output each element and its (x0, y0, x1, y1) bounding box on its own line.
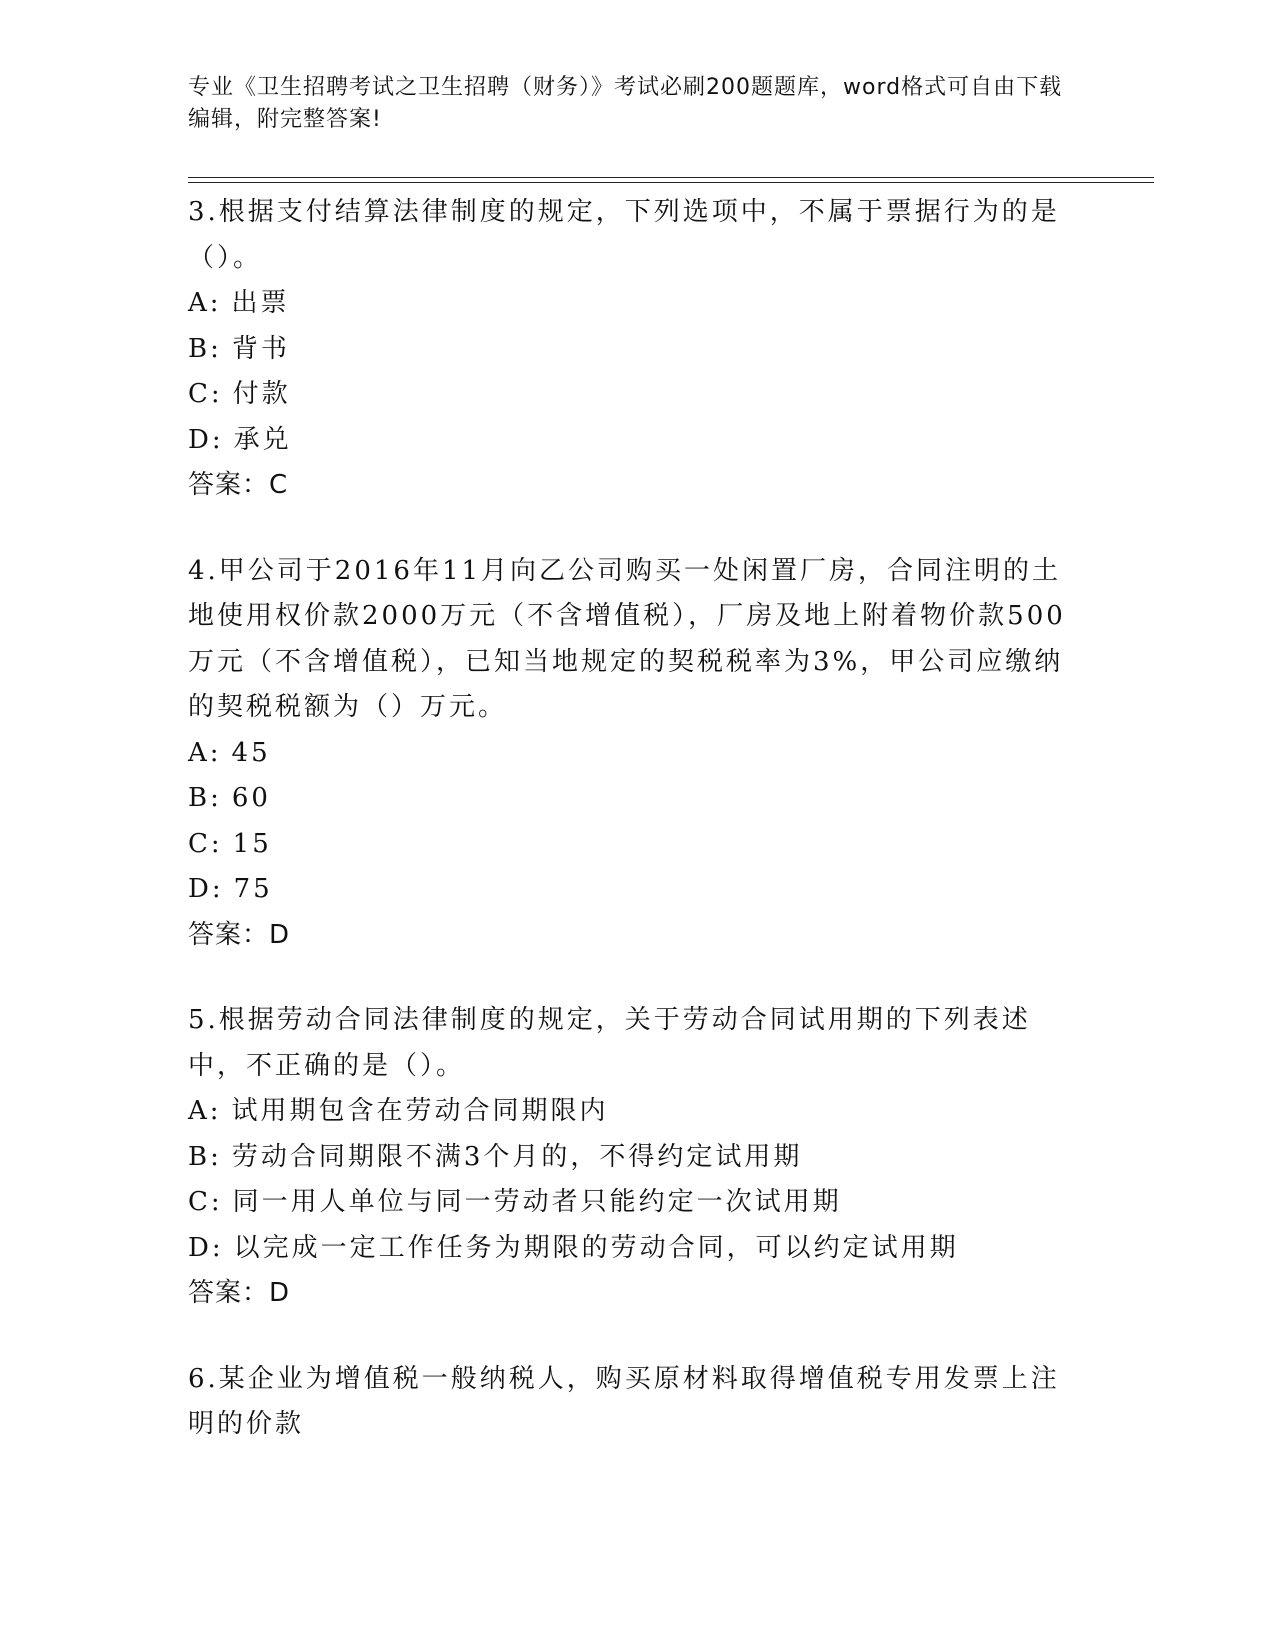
option-text: 60 (231, 783, 271, 813)
option-letter: D: (188, 874, 224, 904)
option-letter: A: (188, 737, 222, 768)
option-letter: C: (188, 828, 223, 859)
header-divider-top (188, 177, 1154, 178)
question-text: 4.甲公司于2016年11月向乙公司购买一处闲置厂房，合同注明的土地使用权价款2000万元（不含增值税），厂房及地上附着物价款500万元（不含增值税），已知当地规定的契税税率为3%，甲公司应缴纳的契税税额为（）万元。 (188, 555, 1066, 722)
option-text: 劳动合同期限不满3个月的，不得约定试用期 (231, 1141, 803, 1172)
option-c (188, 822, 1088, 868)
option-text: 试用期包含在劳动合同期限内 (231, 1096, 609, 1126)
header-divider-bottom (188, 182, 1154, 183)
answer-line: 答案：C (188, 470, 289, 500)
option-c (188, 372, 1088, 418)
answer-line: 答案：D (188, 1278, 291, 1308)
option-letter: C: (188, 1187, 223, 1217)
question-text: 6.某企业为增值税一般纳税人，购买原材料取得增值税专用发票上注明的价款 (188, 1363, 1060, 1439)
option-text: 同一用人单位与同一劳动者只能约定一次试用期 (232, 1187, 842, 1217)
option-text: 以完成一定工作任务为期限的劳动合同，可以约定试用期 (233, 1232, 959, 1263)
option-text: 15 (232, 828, 272, 859)
question-text: 3.根据支付结算法律制度的规定，下列选项中，不属于票据行为的是（）。 (188, 197, 1060, 273)
option-a (188, 1089, 1088, 1135)
option-b (188, 327, 1088, 373)
question-5 (188, 998, 1088, 1317)
question-list (188, 190, 1088, 1488)
option-d (188, 418, 1088, 464)
option-letter: C: (188, 379, 223, 409)
option-text: 背书 (231, 333, 290, 364)
answer-line: 答案：D (188, 919, 291, 950)
option-letter: B: (188, 1141, 222, 1172)
option-text: 付款 (232, 379, 291, 409)
option-text: 出票 (231, 288, 290, 318)
option-letter: D: (188, 424, 224, 455)
option-letter: B: (188, 333, 222, 364)
document-header: 专业《卫生招聘考试之卫生招聘（财务）》考试必刷200题题库，word格式可自由下载编辑，附完整答案! (188, 75, 1063, 132)
option-text: 承兑 (233, 424, 292, 455)
option-letter: D: (188, 1232, 224, 1263)
option-d (188, 867, 1088, 913)
option-letter: B: (188, 783, 222, 813)
question-4 (188, 549, 1088, 959)
question-6 (188, 1357, 1088, 1448)
option-b (188, 1135, 1088, 1181)
option-letter: A: (188, 1096, 222, 1126)
option-d (188, 1226, 1088, 1272)
option-text: 75 (233, 874, 273, 904)
option-letter: A: (188, 288, 222, 318)
question-3 (188, 190, 1088, 509)
option-a (188, 281, 1088, 327)
option-b (188, 776, 1088, 822)
option-c (188, 1180, 1088, 1226)
option-text: 45 (231, 737, 271, 768)
question-text: 5.根据劳动合同法律制度的规定，关于劳动合同试用期的下列表述中，不正确的是（）。 (188, 1005, 1031, 1081)
option-a (188, 731, 1088, 777)
